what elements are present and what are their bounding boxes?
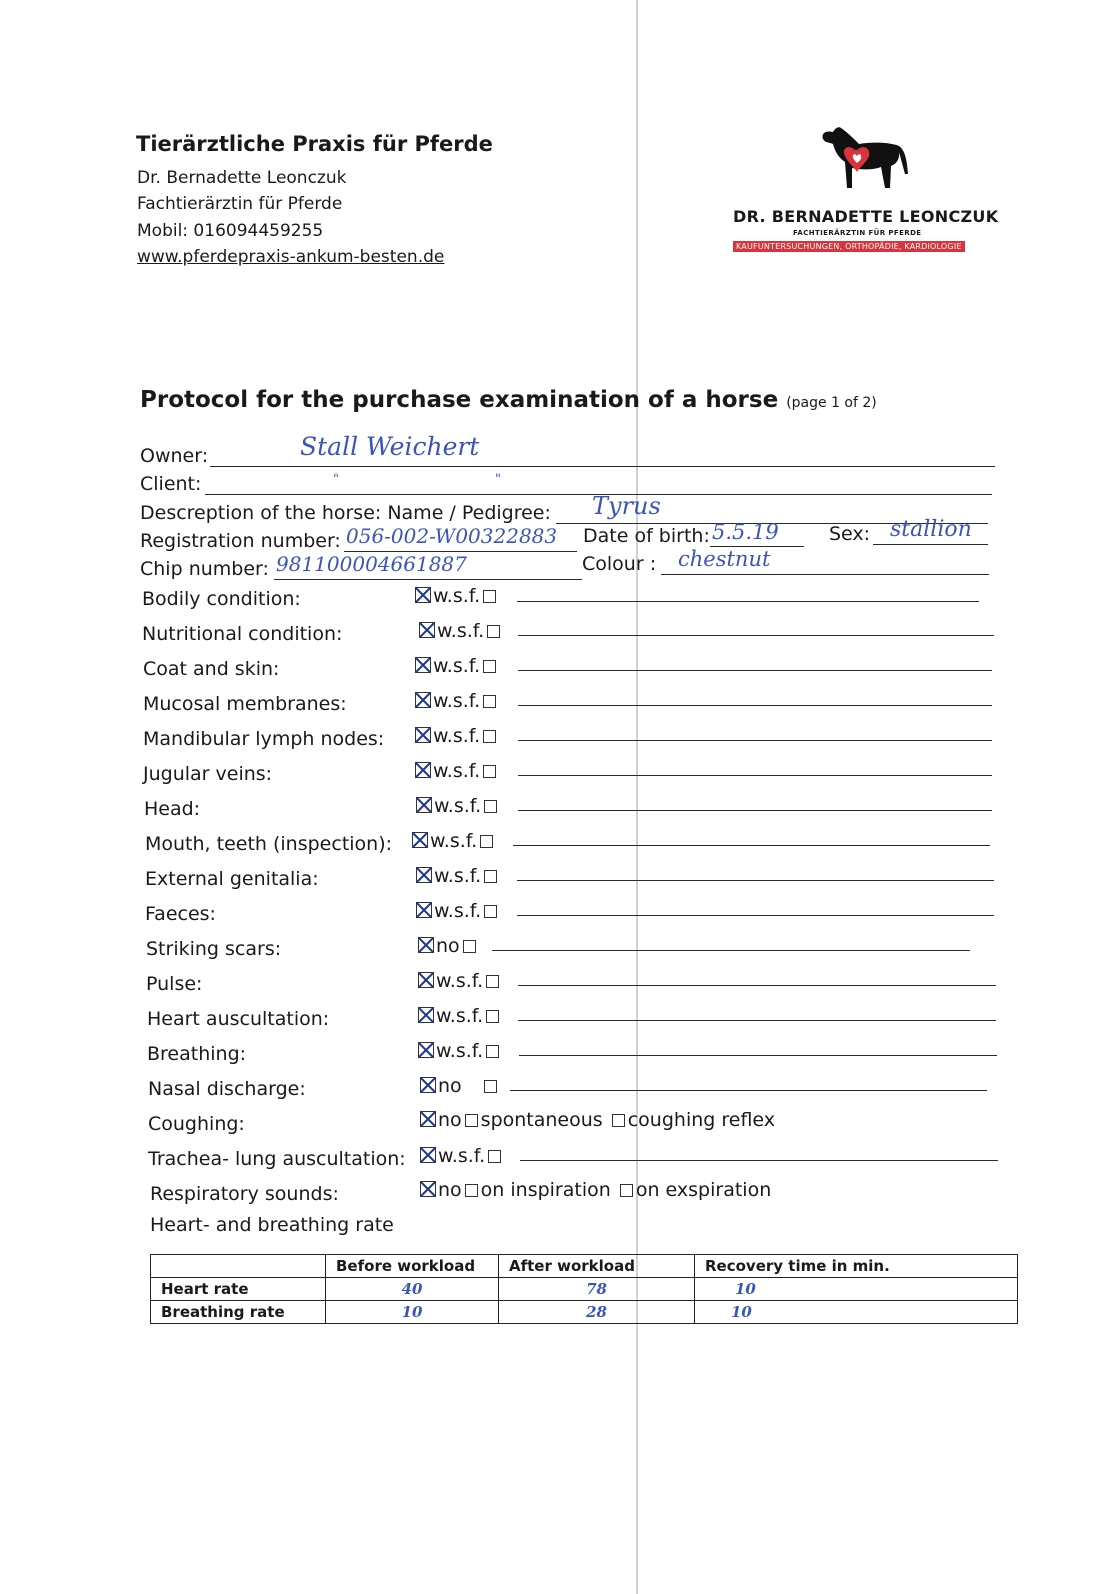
colour-value[interactable]: chestnut (678, 547, 771, 571)
practice-specialty: Fachtierärztin für Pferde (137, 194, 343, 214)
trachea-label: Trachea- lung auscultation: (148, 1148, 406, 1170)
checklist-label: Mouth, teeth (inspection): (145, 833, 393, 855)
table-header-cell: Recovery time in min. (695, 1255, 1018, 1278)
sex-value[interactable]: stallion (890, 517, 972, 542)
checked-box-icon[interactable] (415, 762, 431, 778)
row-label: Heart rate (151, 1278, 326, 1301)
empty-checkbox[interactable] (463, 940, 476, 953)
remark-line[interactable] (518, 705, 992, 706)
checked-box-icon[interactable] (415, 727, 431, 743)
remark-line[interactable] (518, 635, 994, 636)
checked-box-icon[interactable] (420, 1147, 436, 1163)
checked-box-icon[interactable] (418, 972, 434, 988)
empty-checkbox[interactable] (484, 870, 497, 883)
checked-box-icon[interactable] (416, 867, 432, 883)
registration-value[interactable]: 056-002-W00322883 (346, 524, 558, 548)
checklist-label: Pulse: (146, 973, 203, 995)
empty-checkbox[interactable] (612, 1114, 625, 1127)
empty-checkbox[interactable] (483, 590, 496, 603)
empty-checkbox[interactable] (484, 800, 497, 813)
coughing-options[interactable]: no spontaneous coughing reflex (420, 1109, 775, 1131)
registration-label: Registration number: (140, 530, 341, 552)
checklist-option[interactable]: w.s.f. (416, 795, 500, 817)
empty-checkbox[interactable] (620, 1184, 633, 1197)
remark-line[interactable] (518, 1020, 996, 1021)
remark-line[interactable] (518, 775, 992, 776)
checked-box-icon[interactable] (418, 1042, 434, 1058)
colour-label: Colour : (582, 553, 657, 575)
practice-website-link[interactable]: www.pferdepraxis-ankum-besten.de (137, 247, 445, 267)
empty-checkbox[interactable] (484, 1080, 497, 1093)
trachea-option[interactable]: w.s.f. (420, 1145, 504, 1167)
practice-phone: Mobil: 016094459255 (137, 221, 324, 241)
remark-line[interactable] (518, 740, 992, 741)
sex-label: Sex: (829, 523, 871, 545)
logo-subtitle: FACHTIERÄRZTIN FÜR PFERDE (793, 229, 922, 237)
protocol-title: Protocol for the purchase examination of a horse (page 1 of 2) (140, 387, 877, 413)
table-header-cell (151, 1255, 326, 1278)
client-label: Client: (140, 473, 202, 495)
checklist-label: Mandibular lymph nodes: (143, 728, 385, 750)
chip-label: Chip number: (140, 558, 269, 580)
table-row (151, 1255, 1018, 1278)
horse-heart-icon (815, 122, 915, 198)
checklist-label: Nasal discharge: (148, 1078, 306, 1100)
remark-line[interactable] (517, 915, 994, 916)
rates-table (150, 1254, 1018, 1324)
checked-box-icon[interactable] (416, 902, 432, 918)
sex-line (873, 544, 988, 545)
checklist-option[interactable]: no (420, 1075, 500, 1097)
remark-line[interactable] (517, 880, 994, 881)
checklist-label: Bodily condition: (142, 588, 301, 610)
checklist-option[interactable]: w.s.f. (415, 690, 499, 712)
colour-line (661, 574, 989, 575)
table-header-cell: After workload (499, 1255, 695, 1278)
empty-checkbox[interactable] (465, 1184, 478, 1197)
empty-checkbox[interactable] (484, 905, 497, 918)
remark-line[interactable] (492, 950, 970, 951)
remark-line[interactable] (513, 845, 990, 846)
page-indicator: (page 1 of 2) (786, 395, 877, 411)
client-ditto-mark[interactable]: " (333, 472, 339, 487)
empty-checkbox[interactable] (487, 625, 500, 638)
checklist-option[interactable]: w.s.f. (418, 1005, 502, 1027)
logo-name: DR. BERNADETTE LEONCZUK (733, 207, 999, 226)
coughing-label: Coughing: (148, 1113, 245, 1135)
checklist-label: External genitalia: (145, 868, 319, 890)
remark-line[interactable] (519, 1055, 997, 1056)
checked-box-icon[interactable] (415, 692, 431, 708)
checked-box-icon[interactable] (419, 622, 435, 638)
checklist-label: Faeces: (145, 903, 216, 925)
empty-checkbox[interactable] (483, 660, 496, 673)
checked-box-icon[interactable] (412, 832, 428, 848)
remark-line[interactable] (518, 670, 992, 671)
checked-box-icon[interactable] (418, 1007, 434, 1023)
empty-checkbox[interactable] (488, 1150, 501, 1163)
remark-line[interactable] (520, 1160, 998, 1161)
dob-value[interactable]: 5.5.19 (712, 520, 779, 544)
respiratory-label: Respiratory sounds: (150, 1183, 339, 1205)
empty-checkbox[interactable] (465, 1114, 478, 1127)
horse-description-label: Descreption of the horse: Name / Pedigree: (140, 502, 551, 524)
horse-name-value[interactable]: Tyrus (592, 492, 661, 520)
checklist-option[interactable]: w.s.f. (419, 620, 503, 642)
empty-checkbox[interactable] (483, 695, 496, 708)
empty-checkbox[interactable] (483, 765, 496, 778)
remark-line[interactable] (518, 985, 996, 986)
checklist-option[interactable]: w.s.f. (415, 655, 499, 677)
checklist-label: Mucosal membranes: (143, 693, 347, 715)
client-ditto-mark[interactable]: " (495, 472, 501, 487)
table-row (151, 1301, 1018, 1324)
checked-box-icon[interactable] (420, 1181, 436, 1197)
remark-line[interactable] (518, 810, 992, 811)
checklist-option[interactable]: w.s.f. (415, 585, 499, 607)
checklist-label: Heart auscultation: (147, 1008, 330, 1030)
checklist-label: Coat and skin: (143, 658, 280, 680)
checklist-label: Striking scars: (146, 938, 282, 960)
empty-checkbox[interactable] (486, 975, 499, 988)
remark-line[interactable] (510, 1090, 987, 1091)
checked-box-icon[interactable] (415, 587, 431, 603)
checklist-option[interactable]: w.s.f. (415, 725, 499, 747)
practice-doctor: Dr. Bernadette Leonczuk (137, 168, 347, 188)
respiratory-options[interactable]: no on inspiration on exspiration (420, 1179, 771, 1201)
heart-rate-before-value[interactable]: 40 (326, 1278, 499, 1301)
page-fold-line (636, 0, 638, 1594)
breathing-rate-after-value[interactable]: 28 (499, 1301, 695, 1324)
checklist-option[interactable]: w.s.f. (416, 900, 500, 922)
checklist-option[interactable]: no (418, 935, 479, 957)
logo-tagline: KAUFUNTERSUCHUNGEN, ORTHOPÄDIE, KARDIOLOGIE (733, 241, 965, 252)
checklist-label: Nutritional condition: (142, 623, 343, 645)
empty-checkbox[interactable] (483, 730, 496, 743)
table-header-cell: Before workload (326, 1255, 499, 1278)
checklist-option[interactable]: w.s.f. (418, 1040, 502, 1062)
checklist-option[interactable]: w.s.f. (415, 760, 499, 782)
practice-title: Tierärztliche Praxis für Pferde (136, 132, 493, 156)
rates-heading: Heart- and breathing rate (150, 1214, 394, 1236)
table-row (151, 1278, 1018, 1301)
owner-label: Owner: (140, 445, 209, 467)
checked-box-icon[interactable] (420, 1111, 436, 1127)
checklist-option[interactable]: w.s.f. (416, 865, 500, 887)
heart-rate-after-value[interactable]: 78 (499, 1278, 695, 1301)
empty-checkbox[interactable] (486, 1010, 499, 1023)
owner-line (210, 466, 995, 467)
dob-label: Date of birth: (583, 525, 710, 547)
row-label: Breathing rate (151, 1301, 326, 1324)
breathing-rate-before-value[interactable]: 10 (326, 1301, 499, 1324)
chip-line (274, 579, 582, 580)
checked-box-icon[interactable] (416, 797, 432, 813)
remark-line[interactable] (517, 601, 979, 602)
checklist-option[interactable]: w.s.f. (412, 830, 496, 852)
checklist-label: Head: (144, 798, 201, 820)
checklist-label: Breathing: (147, 1043, 247, 1065)
checked-box-icon[interactable] (415, 657, 431, 673)
checklist-option[interactable]: w.s.f. (418, 970, 502, 992)
chip-value[interactable]: 981100004661887 (276, 552, 467, 576)
owner-value[interactable]: Stall Weichert (300, 432, 480, 461)
checked-box-icon[interactable] (418, 937, 434, 953)
empty-checkbox[interactable] (480, 835, 493, 848)
breathing-rate-recovery-value[interactable]: 10 (695, 1301, 1018, 1324)
checked-box-icon[interactable] (420, 1077, 436, 1093)
empty-checkbox[interactable] (486, 1045, 499, 1058)
heart-rate-recovery-value[interactable]: 10 (695, 1278, 1018, 1301)
checklist-label: Jugular veins: (143, 763, 273, 785)
